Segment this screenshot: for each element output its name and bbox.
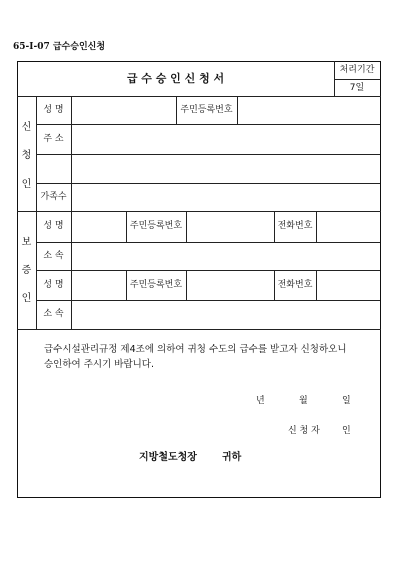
applicant-resident-id-label: 주민등록번호 xyxy=(180,105,233,115)
applicant-address-label: 주 소 xyxy=(43,134,64,144)
guarantor2-affiliation-label: 소 속 xyxy=(43,309,64,319)
processing-label: 처리기간 xyxy=(339,65,375,75)
applicant-side-3: 인 xyxy=(21,179,32,190)
processing-divider xyxy=(334,79,380,80)
guarantor2-resident-id-label: 주민등록번호 xyxy=(129,280,183,290)
applicant-household-label: 가족수 xyxy=(40,192,67,202)
form-code: 65-Ⅰ-07 급수승인신청 xyxy=(13,42,106,52)
guarantor2-phone-field[interactable] xyxy=(317,271,379,299)
date-year-label: 년 xyxy=(256,396,265,406)
addressee-office: 지방철도청장 xyxy=(139,452,197,463)
date-day-label: 일 xyxy=(342,396,351,406)
guarantor1-affiliation-label: 소 속 xyxy=(43,251,64,261)
applicant-resident-id-field[interactable] xyxy=(238,97,379,123)
date-month-label: 월 xyxy=(299,396,308,406)
guarantor2-name-field[interactable] xyxy=(72,271,125,299)
guarantor1-name-field[interactable] xyxy=(72,212,125,241)
guarantor1-name-label: 성 명 xyxy=(43,221,64,231)
guarantor2-phone-label: 전화번호 xyxy=(277,280,313,290)
addressee-honorific: 귀하 xyxy=(222,452,242,463)
row-line-9 xyxy=(17,329,381,330)
guarantor-side-2: 증 xyxy=(21,265,32,276)
guarantor2-affiliation-field[interactable] xyxy=(72,301,379,328)
guarantor1-phone-field[interactable] xyxy=(317,212,379,241)
guarantor1-resident-id-label: 주민등록번호 xyxy=(129,221,183,231)
request-text-line-2: 승인하여 주시기 바랍니다. xyxy=(44,359,155,370)
signature-label: 신 청 자 xyxy=(288,426,320,436)
applicant-name-label: 성 명 xyxy=(43,105,64,115)
processing-value: 7일 xyxy=(349,83,365,93)
seal-mark: 인 xyxy=(342,426,351,436)
guarantor-side-3: 인 xyxy=(21,293,32,304)
guarantor1-affiliation-field[interactable] xyxy=(72,243,379,269)
applicant-address-field[interactable] xyxy=(72,125,379,183)
applicant-household-field[interactable] xyxy=(72,184,379,210)
guarantor1-phone-label: 전화번호 xyxy=(277,221,313,231)
applicant-name-field[interactable] xyxy=(72,97,175,123)
form-title: 급 수 승 인 신 청 서 xyxy=(126,72,225,85)
guarantor1-resident-id-field[interactable] xyxy=(187,212,273,241)
applicant-side-2: 청 xyxy=(21,150,32,161)
request-text-line-1: 급수시설관리규정 제4조에 의하여 귀청 수도의 급수를 받고자 신청하오니 xyxy=(44,344,347,355)
frame-bottom xyxy=(17,497,381,498)
applicant-side-1: 신 xyxy=(21,122,32,133)
frame-top xyxy=(17,61,381,62)
guarantor2-name-label: 성 명 xyxy=(43,280,64,290)
guarantor2-resident-id-field[interactable] xyxy=(187,271,273,299)
side-label-divider xyxy=(36,96,37,329)
frame-right xyxy=(380,61,381,497)
guarantor-side-1: 보 xyxy=(21,237,32,248)
